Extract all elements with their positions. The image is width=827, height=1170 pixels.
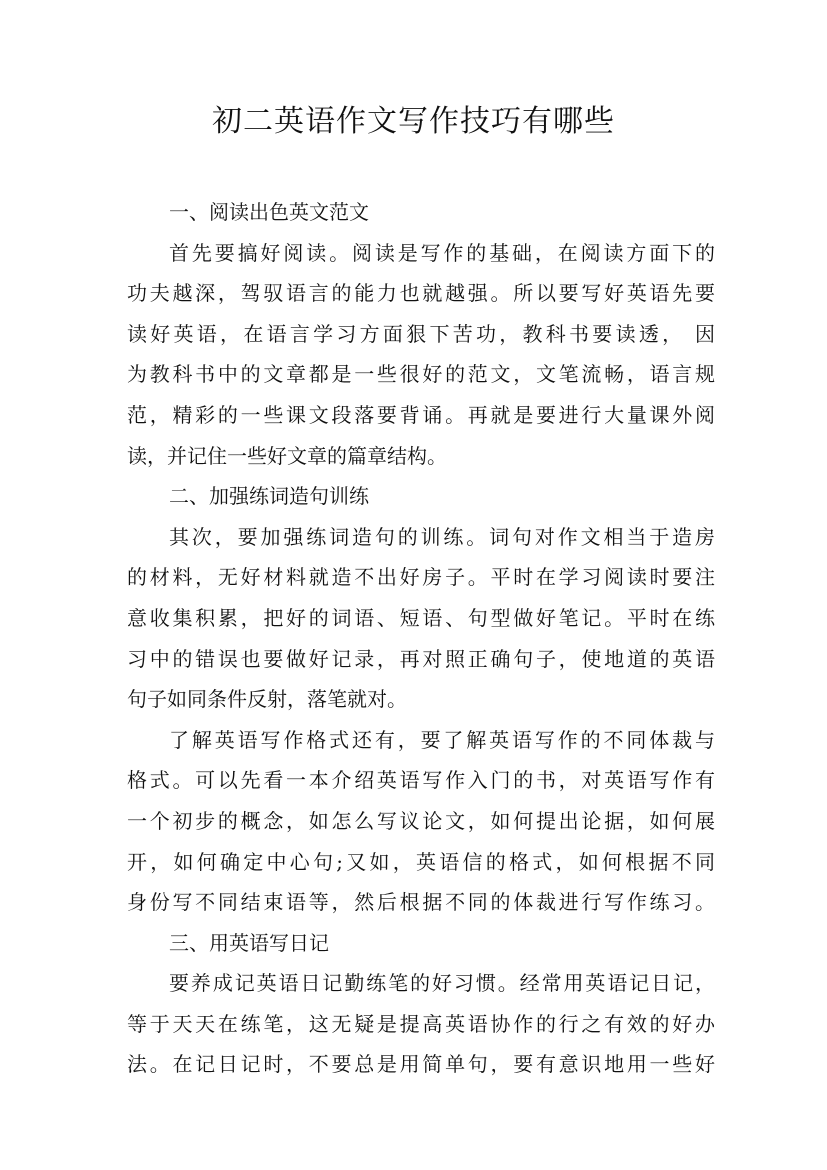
body-line-11: 意收集积累，把好的词语、短语、句型做好笔记。平时在练 — [127, 605, 715, 630]
body-line-20: 要养成记英语日记勤练笔的好习惯。经常用英语记日记， — [169, 971, 715, 996]
document-body — [127, 192, 715, 1085]
body-line-22: 法。在记日记时，不要总是用简单句，要有意识地用一些好 — [127, 1052, 715, 1077]
body-line-1: 一、阅读出色英文范文 — [169, 200, 369, 224]
body-line-8: 二、加强练词造句训练 — [169, 484, 369, 509]
body-line-17: 开，如何确定中心句;又如，英语信的格式，如何根据不同 — [127, 849, 715, 874]
body-line-14: 了解英语写作格式还有，要了解英语写作的不同体裁与 — [169, 727, 715, 752]
body-line-6: 范，精彩的一些课文段落要背诵。再就是要进行大量课外阅 — [127, 402, 715, 427]
body-line-7: 读，并记住一些好文章的篇章结构。 — [127, 443, 447, 468]
body-line-10: 的材料，无好材料就造不出好房子。平时在学习阅读时要注 — [127, 565, 715, 590]
body-line-3: 功夫越深，驾驭语言的能力也就越强。所以要写好英语先要 — [127, 281, 715, 306]
body-line-16: 一个初步的概念，如怎么写议论文，如何提出论据，如何展 — [127, 808, 715, 833]
body-line-19: 三、用英语写日记 — [169, 930, 329, 955]
body-line-15: 格式。可以先看一本介绍英语写作入门的书，对英语写作有 — [127, 768, 715, 793]
body-line-5: 为教科书中的文章都是一些很好的范文，文笔流畅，语言规 — [127, 362, 715, 387]
body-line-18: 身份写不同结束语等，然后根据不同的体裁进行写作练习。 — [127, 890, 715, 915]
body-line-9: 其次，要加强练词造句的训练。词句对作文相当于造房 — [169, 524, 715, 549]
body-line-21: 等于天天在练笔，这无疑是提高英语协作的行之有效的好办 — [127, 1011, 715, 1036]
body-line-4: 读好英语，在语言学习方面狠下苦功，教科书要读透， 因 — [127, 321, 715, 346]
body-line-12: 习中的错误也要做好记录，再对照正确句子，使地道的英语 — [127, 646, 715, 671]
body-line-13: 句子如同条件反射，落笔就对。 — [127, 687, 407, 712]
document-title: 初二英语作文写作技巧有哪些 — [212, 104, 615, 139]
body-line-2: 首先要搞好阅读。阅读是写作的基础，在阅读方面下的 — [169, 240, 715, 265]
